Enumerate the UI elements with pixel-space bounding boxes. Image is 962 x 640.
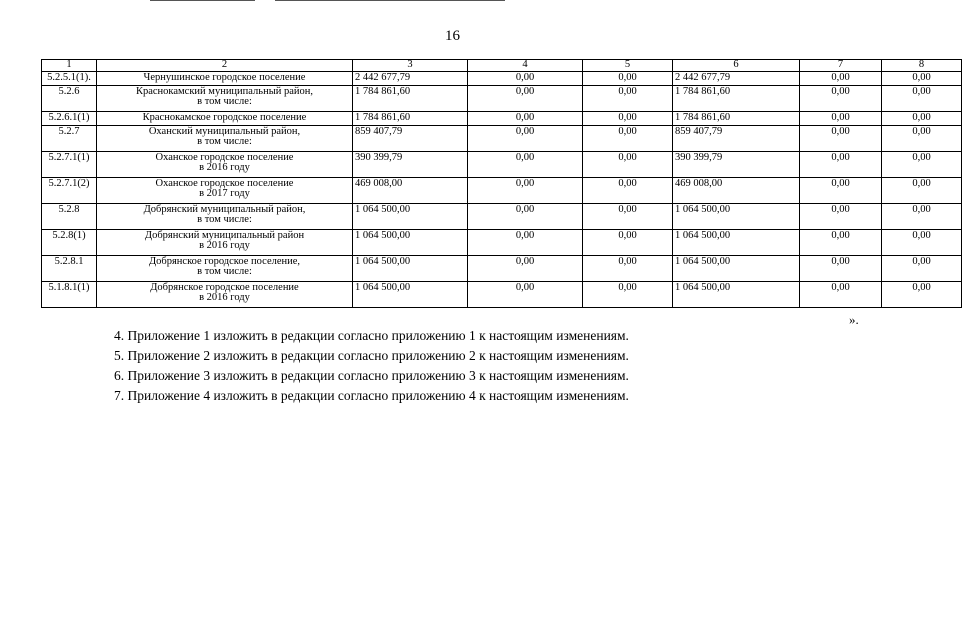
row-name-line: в 2016 году [199,292,250,303]
value-col-8: 0,00 [882,204,962,230]
top-rule-left [150,0,255,1]
value-col-6: 390 399,79 [673,152,800,178]
value-col-6: 1 064 500,00 [673,256,800,282]
value-col-7: 0,00 [800,86,882,112]
value-col-6: 859 407,79 [673,126,800,152]
value-col-5: 0,00 [583,230,673,256]
row-code: 5.1.8.1(1) [42,282,97,308]
value-col-3: 1 064 500,00 [353,230,468,256]
value-col-3: 859 407,79 [353,126,468,152]
value-col-5: 0,00 [583,256,673,282]
value-col-7: 0,00 [800,126,882,152]
row-name-line: Чернушинское городское поселение [143,72,306,83]
column-header: 8 [882,60,962,72]
column-header: 7 [800,60,882,72]
column-header: 3 [353,60,468,72]
value-col-8: 0,00 [882,86,962,112]
table-row [42,112,962,126]
row-name-line: Краснокамское городское поселение [142,112,307,123]
value-col-4: 0,00 [468,152,583,178]
column-header: 1 [42,60,97,72]
row-name-line: Добрянский муниципальный район [144,230,305,241]
row-name [97,178,353,204]
row-code: 5.2.8 [42,204,97,230]
value-col-8: 0,00 [882,72,962,86]
row-name [97,282,353,308]
row-name [97,126,353,152]
value-col-8: 0,00 [882,126,962,152]
amendment-paragraphs [114,326,629,406]
value-col-4: 0,00 [468,282,583,308]
row-name-line: в 2017 году [199,188,250,199]
value-col-5: 0,00 [583,126,673,152]
funding-table [41,59,962,308]
top-rule-right [275,0,505,1]
row-code: 5.2.6.1(1) [42,112,97,126]
row-name [97,86,353,112]
column-header: 5 [583,60,673,72]
row-code: 5.2.6 [42,86,97,112]
row-name-line: в том числе: [197,266,252,277]
paragraph: 6. Приложение 3 изложить в редакции согласно приложению 3 к настоящим изменениям. [114,368,629,383]
value-col-3: 1 784 861,60 [353,86,468,112]
table-row [42,178,962,204]
value-col-8: 0,00 [882,112,962,126]
row-name-line: Оханский муниципальный район, [148,126,301,137]
value-col-4: 0,00 [468,112,583,126]
value-col-3: 469 008,00 [353,178,468,204]
table-row [42,72,962,86]
value-col-3: 1 064 500,00 [353,204,468,230]
value-col-5: 0,00 [583,178,673,204]
value-col-5: 0,00 [583,112,673,126]
paragraph: 5. Приложение 2 изложить в редакции согласно приложению 2 к настоящим изменениям. [114,348,629,363]
value-col-4: 0,00 [468,178,583,204]
table-row [42,126,962,152]
table-row [42,152,962,178]
row-name-line: в том числе: [197,214,252,225]
value-col-8: 0,00 [882,282,962,308]
row-code: 5.2.7.1(1) [42,152,97,178]
value-col-7: 0,00 [800,178,882,204]
row-code: 5.2.7.1(2) [42,178,97,204]
paragraph: 7. Приложение 4 изложить в редакции согласно приложению 4 к настоящим изменениям. [114,388,629,403]
row-name [97,230,353,256]
value-col-3: 1 064 500,00 [353,256,468,282]
value-col-5: 0,00 [583,72,673,86]
value-col-3: 2 442 677,79 [353,72,468,86]
value-col-6: 1 784 861,60 [673,112,800,126]
table-row [42,204,962,230]
value-col-4: 0,00 [468,86,583,112]
row-code: 5.2.8.1 [42,256,97,282]
value-col-8: 0,00 [882,152,962,178]
row-name [97,204,353,230]
value-col-7: 0,00 [800,230,882,256]
value-col-8: 0,00 [882,230,962,256]
value-col-8: 0,00 [882,256,962,282]
value-col-7: 0,00 [800,256,882,282]
value-col-8: 0,00 [882,178,962,204]
row-name-line: в 2016 году [199,162,250,173]
row-name [97,72,353,86]
row-name [97,112,353,126]
row-name-line: Краснокамский муниципальный район, [135,86,314,97]
value-col-7: 0,00 [800,282,882,308]
value-col-4: 0,00 [468,230,583,256]
table-row [42,86,962,112]
table-row [42,256,962,282]
row-name-line: в том числе: [197,136,252,147]
row-name-line: Добрянское городское поселение, [148,256,301,267]
column-header: 2 [97,60,353,72]
value-col-6: 1 064 500,00 [673,230,800,256]
row-name-line: Оханское городское поселение [155,152,294,163]
column-header: 4 [468,60,583,72]
value-col-6: 1 064 500,00 [673,204,800,230]
row-code: 5.2.5.1(1). [42,72,97,86]
closing-quote-mark: ». [849,312,859,327]
row-name [97,256,353,282]
column-header: 6 [673,60,800,72]
value-col-4: 0,00 [468,126,583,152]
table-row [42,282,962,308]
value-col-6: 1 784 861,60 [673,86,800,112]
table-row [42,230,962,256]
page-number: 16 [445,28,460,44]
value-col-6: 2 442 677,79 [673,72,800,86]
value-col-5: 0,00 [583,204,673,230]
value-col-3: 1 784 861,60 [353,112,468,126]
value-col-5: 0,00 [583,152,673,178]
value-col-6: 1 064 500,00 [673,282,800,308]
row-name-line: Добрянское городское поселение [150,282,299,293]
row-name-line: в 2016 году [199,240,250,251]
row-code: 5.2.8(1) [42,230,97,256]
value-col-3: 1 064 500,00 [353,282,468,308]
value-col-3: 390 399,79 [353,152,468,178]
value-col-4: 0,00 [468,72,583,86]
value-col-4: 0,00 [468,204,583,230]
value-col-7: 0,00 [800,72,882,86]
table-header-row [42,60,962,72]
row-name [97,152,353,178]
value-col-7: 0,00 [800,112,882,126]
row-code: 5.2.7 [42,126,97,152]
row-name-line: Добрянский муниципальный район, [143,204,306,215]
value-col-4: 0,00 [468,256,583,282]
row-name-line: Оханское городское поселение [155,178,294,189]
row-name-line: в том числе: [197,96,252,107]
value-col-7: 0,00 [800,204,882,230]
value-col-7: 0,00 [800,152,882,178]
value-col-5: 0,00 [583,86,673,112]
value-col-6: 469 008,00 [673,178,800,204]
paragraph: 4. Приложение 1 изложить в редакции согласно приложению 1 к настоящим изменениям. [114,328,629,343]
value-col-5: 0,00 [583,282,673,308]
